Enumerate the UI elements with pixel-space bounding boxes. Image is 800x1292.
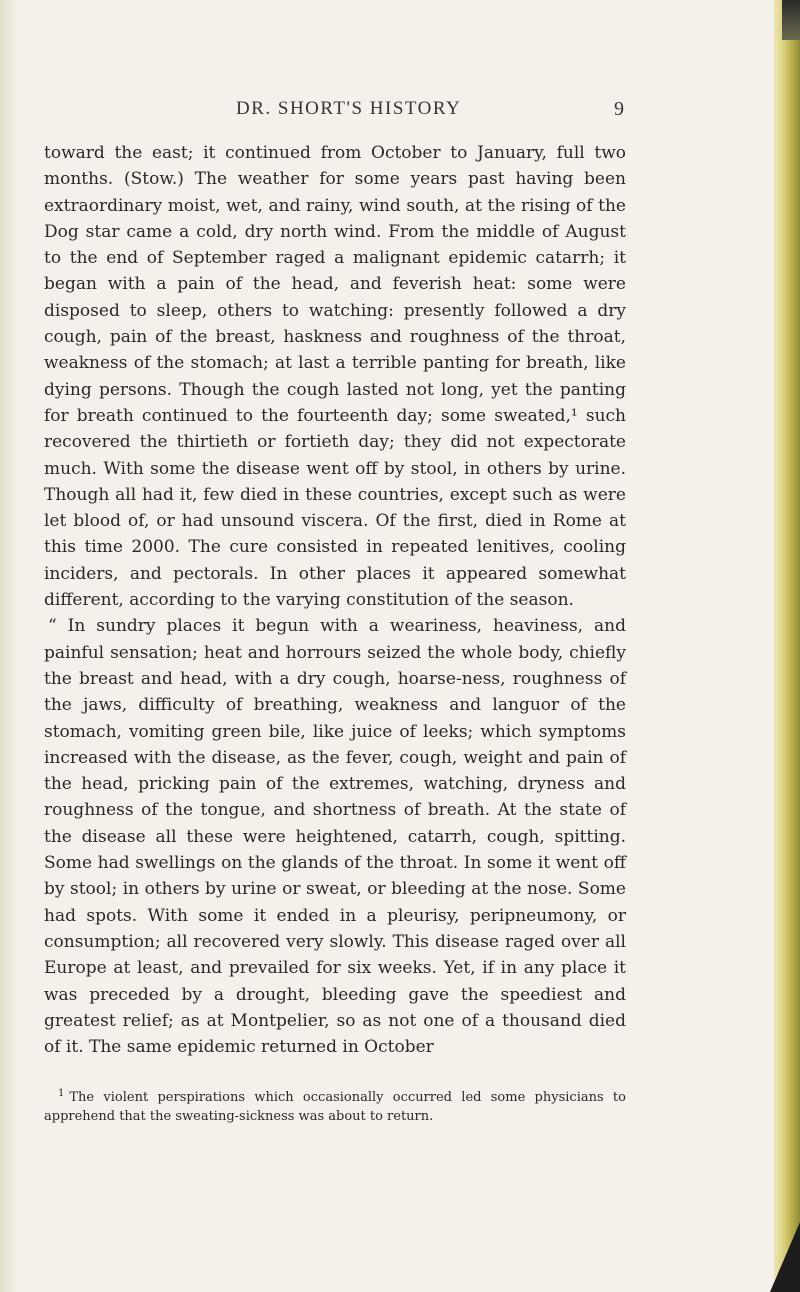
footnote-paragraph xyxy=(44,1088,626,1126)
page-number: 9 xyxy=(614,98,624,120)
edge-shadow-bottom xyxy=(770,1222,800,1292)
page-binding xyxy=(0,0,16,1292)
paragraph-1: toward the east; it continued from October to January, full two months. (Stow.) The weather for some years past having been extraordinary moist, wet, and rainy, wind south, at the rising of the Dog star came a cold, dry north wind. From the middle of August to the end of September raged a malignant epidemic catarrh; it began with a pain of the head, and feverish heat: some were disposed to sleep, others to watching: presently followed a dry cough, pain of the breast, haskness and roughness of the throat, weakness of the stomach; at last a terrible panting for breath, like dying persons. Though the cough lasted not long, yet the panting for breath continued to the fourteenth day; some sweated,¹ such recovered the thirtieth or fortieth day; they did not expectorate much. With some the disease went off by stool, in others by urine. Though all had it, few died in these countries, except such as were let blood of, or had unsound viscera. Of the first, died in Rome at this time 2000. The cure consisted in repeated lenitives, cooling inciders, and pectorals. In other places it appeared somewhat different, according to the varying constitution of the season. xyxy=(44,143,626,611)
paragraph-2: “ In sundry places it begun with a weariness, heaviness, and painful sensation; heat and horrours seized the whole body, chiefly the breast and head, with a dry cough, hoarse-ness, roughness of the jaws, difficulty of breathing, weakness and languor of the stomach, vomiting green bile, like juice of leeks; which symptoms increased with the disease, as the fever, cough, weight and pain of the head, pricking pain of the extremes, watching, dryness and roughness of the tongue, and shortness of breath. At the state of the disease all these were heightened, catarrh, cough, spitting. Some had swellings on the glands of the throat. In some it went off by stool; in others by urine or sweat, or bleeding at the nose. Some had spots. With some it ended in a pleurisy, peripneumony, or consumption; all recovered very slowly. This disease raged over all Europe at least, and prevailed for six weeks. Yet, if in any place it was preceded by a drought, bleeding gave the speediest and greatest relief; as at Montpelier, so as not one of a thousand died of it. The same epidemic returned in October xyxy=(44,616,626,1058)
page-header xyxy=(44,98,624,126)
footnote-text: The violent perspirations which occasionally occurred led some physicians to apprehend that the sweating-sickness was about to return. xyxy=(44,1090,626,1124)
footnote xyxy=(44,1088,626,1126)
body-text xyxy=(44,140,626,1060)
running-head: DR. SHORT'S HISTORY xyxy=(236,98,462,119)
footnote-marker: 1 xyxy=(58,1087,65,1099)
page-edge xyxy=(774,0,800,1292)
edge-shadow-top xyxy=(782,0,800,40)
